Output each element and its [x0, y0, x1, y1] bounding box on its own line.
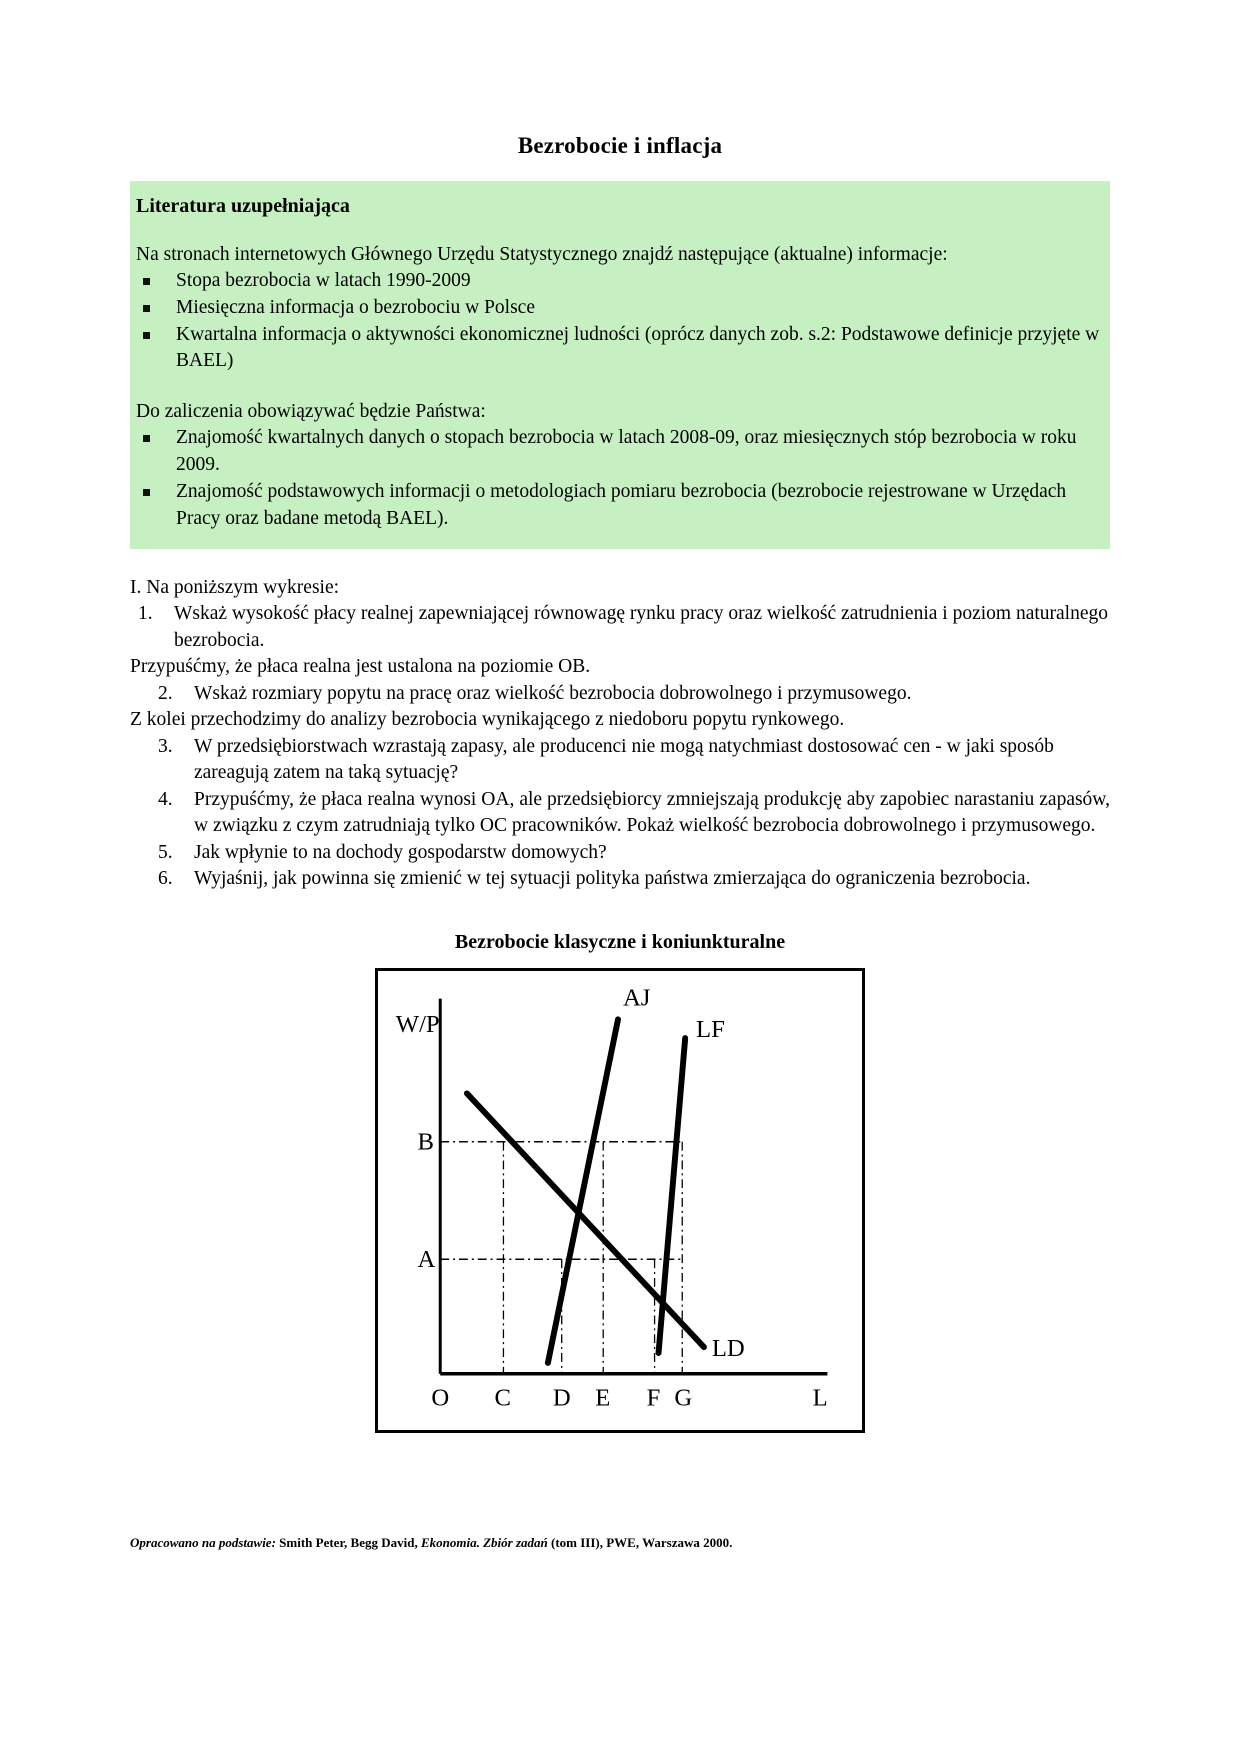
exercise-text: Przypuśćmy, że płaca realna wynosi OA, ale przedsiębiorcy zmniejszają produkcję aby zapobiec narastaniu zapasów, w związku z czym zatrudniają tylko OC pracowników. Pokaż wielkość bezrobocia dobrowolnego i przymusowego.	[194, 788, 1110, 837]
exercise-number: 5.	[158, 841, 173, 863]
square-bullet-icon	[143, 489, 150, 496]
y-tick-label-B: B	[417, 1128, 434, 1156]
exercise-list	[130, 601, 1110, 654]
list-item	[136, 425, 1104, 479]
literature-bullet-list-2	[136, 425, 1104, 533]
exercise-section-heading: I. Na poniższym wykresie:	[130, 576, 340, 598]
exercise-text: Wskaż rozmiary popytu na pracę oraz wielkość bezrobocia dobrowolnego i przymusowego.	[194, 682, 912, 704]
chart-title: Bezrobocie klasyczne i koniunkturalne	[454, 930, 786, 953]
literature-highlight-box	[130, 181, 1110, 549]
exercise-text: Jak wpłynie to na dochody gospodarstw domowych?	[194, 841, 607, 863]
curve-label-AJ: AJ	[622, 984, 651, 1012]
page-title: Bezrobocie i inflacja	[517, 133, 723, 158]
exercise-note-1: Przypuśćmy, że płaca realna jest ustalona na poziomie OB.	[130, 656, 591, 678]
exercise-note-2: Z kolei przechodzimy do analizy bezrobocia wynikającego z niedoboru popytu rynkowego.	[130, 709, 845, 731]
list-item	[136, 322, 1104, 376]
square-bullet-icon	[143, 305, 150, 312]
exercise-number: 6.	[158, 868, 173, 890]
exercise-item-4	[130, 787, 1110, 840]
citation-rest: (tom III), PWE, Warszawa 2000.	[550, 1535, 733, 1550]
citation-work-title: Ekonomia. Zbiór zadań	[420, 1535, 548, 1550]
y-tick-label-A: A	[417, 1246, 436, 1274]
exercise-item-6	[130, 866, 1110, 893]
chart-background	[378, 971, 862, 1430]
list-item-label: Kwartalna informacja o aktywności ekonomicznej ludności (oprócz danych zob. s.2: Podstawowe definicje przyjęte w BAEL)	[176, 323, 1100, 372]
exercise-item-1	[130, 601, 1110, 654]
exercise-number: 3.	[158, 735, 173, 757]
exercise-number: 2.	[158, 682, 173, 704]
curve-label-LD: LD	[711, 1334, 745, 1362]
chart-frame	[375, 968, 865, 1433]
source-citation	[130, 1535, 732, 1551]
list-item	[136, 295, 1104, 322]
list-item-label: Znajomość kwartalnych danych o stopach bezrobocia w latach 2008-09, oraz miesięcznych stóp bezrobocia w roku 2009.	[176, 427, 1077, 475]
exercise-text: Wyjaśnij, jak powinna się zmienić w tej sytuacji polityka państwa zmierzająca do ograniczenia bezrobocia.	[194, 868, 1031, 890]
curve-label-LF: LF	[696, 1016, 725, 1044]
exercise-number: 1.	[138, 603, 153, 625]
literature-heading: Literatura uzupełniająca	[136, 195, 350, 217]
citation-prefix: Opracowano na podstawie:	[130, 1535, 276, 1550]
spacer	[136, 375, 1104, 399]
exercise-list-2	[130, 681, 1110, 708]
y-axis-label: W/P	[395, 1011, 440, 1039]
square-bullet-icon	[143, 278, 150, 285]
exercise-item-2	[130, 681, 1110, 708]
exercise-number: 4.	[158, 788, 173, 810]
literature-intro-2: Do zaliczenia obowiązywać będzie Państwa:	[136, 401, 486, 423]
x-tick-label-O: O	[431, 1384, 450, 1412]
exercise-list-3	[130, 734, 1110, 893]
x-axis-label-L: L	[812, 1384, 828, 1412]
exercise-section	[130, 575, 1110, 893]
citation-authors: Smith Peter, Begg David,	[279, 1535, 418, 1550]
square-bullet-icon	[143, 332, 150, 339]
x-tick-label-E: E	[595, 1384, 611, 1412]
labour-market-chart	[378, 971, 862, 1430]
list-item-label: Znajomość podstawowych informacji o metodologiach pomiaru bezrobocia (bezrobocie rejestrowane w Urzędach Pracy oraz badane metodą BAEL).	[176, 480, 1067, 529]
literature-intro: Na stronach internetowych Głównego Urzędu Statystycznego znajdź następujące (aktualne) informacje:	[136, 244, 948, 265]
x-tick-label-C: C	[494, 1384, 512, 1412]
x-tick-label-F: F	[646, 1384, 661, 1412]
list-item-label: Stopa bezrobocia w latach 1990-2009	[176, 269, 471, 291]
square-bullet-icon	[143, 435, 150, 442]
literature-bullet-list-1	[136, 268, 1104, 376]
x-tick-label-G: G	[674, 1384, 693, 1412]
exercise-text: Wskaż wysokość płacy realnej zapewniającej równowagę rynku pracy oraz wielkość zatrudnienia i poziom naturalnego bezrobocia.	[174, 603, 1108, 651]
exercise-text: W przedsiębiorstwach wzrastają zapasy, ale producenci nie mogą natychmiast dostosować cen - w jaki sposób zareagują zatem na taką sytuację?	[194, 735, 1054, 784]
exercise-item-5	[130, 840, 1110, 867]
x-tick-label-D: D	[552, 1384, 571, 1412]
list-item	[136, 479, 1104, 533]
exercise-item-3	[130, 734, 1110, 787]
list-item	[136, 268, 1104, 295]
list-item-label: Miesięczna informacja o bezrobociu w Polsce	[176, 296, 535, 318]
